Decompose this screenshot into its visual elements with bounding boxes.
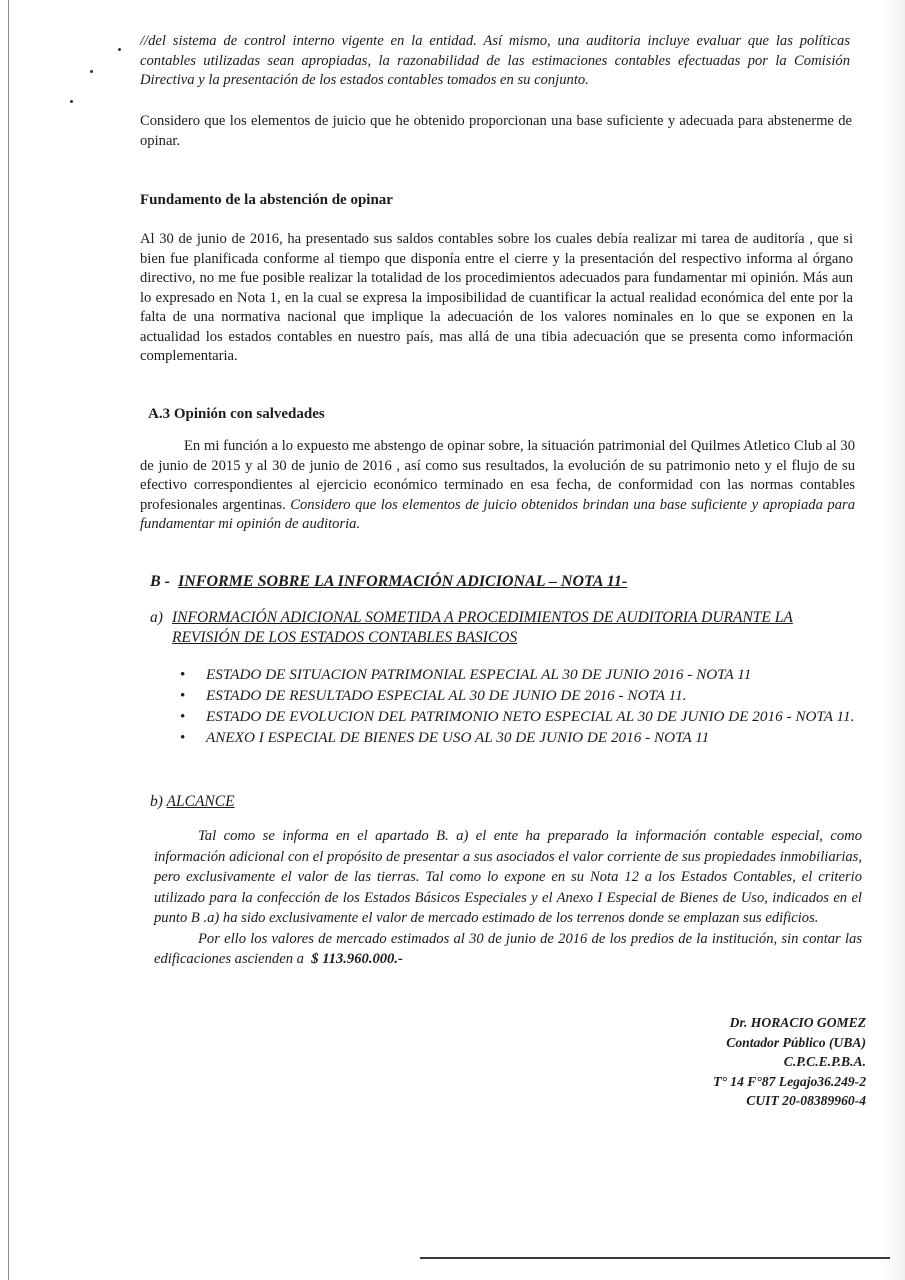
sub-a-prefix: a) bbox=[150, 609, 163, 626]
sub-a-list bbox=[176, 664, 856, 748]
alcance-amount: $ 113.960.000.- bbox=[311, 951, 403, 967]
intro-section bbox=[140, 32, 850, 91]
bullet-icon: • bbox=[180, 729, 186, 746]
sub-a-list-wrap bbox=[176, 664, 856, 748]
opinion-body bbox=[140, 437, 855, 535]
sub-b-title: ALCANCE bbox=[166, 793, 235, 810]
sub-b-section bbox=[154, 826, 862, 970]
bottom-divider bbox=[420, 1257, 890, 1259]
bullet-icon: • bbox=[180, 666, 186, 683]
scan-speck bbox=[70, 100, 73, 103]
fundamento-title: Fundamento de la abstención de opinar bbox=[140, 192, 393, 208]
sub-b-title-line bbox=[150, 792, 550, 812]
list-item bbox=[176, 706, 856, 727]
list-item bbox=[176, 685, 856, 706]
intro-section-2 bbox=[140, 112, 852, 151]
signature-block bbox=[560, 1013, 866, 1111]
section-b-prefix: B - bbox=[150, 573, 170, 590]
sub-a-heading bbox=[150, 608, 858, 648]
scan-speck bbox=[90, 70, 93, 73]
scan-speck bbox=[118, 48, 121, 51]
signature-registration: T° 14 F°87 Legajo36.249-2 bbox=[713, 1073, 866, 1089]
opinion-heading-wrap bbox=[148, 406, 848, 423]
opinion-title: A.3 Opinión con salvedades bbox=[148, 406, 325, 422]
fundamento-section bbox=[140, 230, 853, 367]
section-b-title-line bbox=[150, 573, 850, 591]
list-item-text: ANEXO I ESPECIAL DE BIENES DE USO AL 30 DE JUNIO DE 2016 - NOTA 11 bbox=[206, 729, 710, 746]
section-b-heading bbox=[150, 573, 850, 591]
intro-paragraph-2: Considero que los elementos de juicio que he obtenido proporcionan una base suficiente y adecuada para abstenerme de opinar. bbox=[140, 113, 852, 149]
opinion-body-text: En mi función a lo expuesto me abstengo de opinar sobre, la situación patrimonial del Quilmes Atletico Club al 30 de junio de 2015 y al 30 de junio de 2016 , así como sus resultados, la evolución de su patrimonio neto y el flujo de su efectivo correspondientes al ejercicio económico terminado en esa fecha, de conformidad con las normas contables profesionales argentinas. bbox=[140, 438, 855, 513]
fundamento-body: Al 30 de junio de 2016, ha presentado sus saldos contables sobre los cuales debía realizar mi tarea de auditoría , que si bien fue planificada conforme al tiempo que disponía entre el cierre y la presentación del respectivo informa al órgano directivo, no me fue posible realizar la totalidad de los procedimientos adecuados para fundamentar mi opinión. Más aun lo expresado en Nota 1, en la cual se expresa la imposibilidad de cuantificar la actual realidad económica del ente por la falta de una normativa nacional que implique la adecuación de los valores nominales en lo que se exponen en la actualidad los estados contables en nuestro país, mas allá de una tibia adecuación que se presenta como información complementaria. bbox=[140, 231, 853, 364]
section-b-title: INFORME SOBRE LA INFORMACIÓN ADICIONAL – NOTA 11- bbox=[178, 573, 628, 590]
left-margin-line bbox=[8, 0, 9, 1280]
sub-a-title: INFORMACIÓN ADICIONAL SOMETIDA A PROCEDIMIENTOS DE AUDITORIA DURANTE LA REVISIÓN DE LOS ESTADOS CONTABLES BASICOS bbox=[172, 609, 793, 646]
alcance-paragraph-1: Tal como se informa en el apartado B. a) el ente ha preparado la información contable especial, como información adicional con el propósito de presentar a sus asociados el valor corriente de sus propiedades inmobiliarias, pero exclusivamente el valor de las tierras. Tal como lo expone en su Nota 12 a los Estados Contables, el criterio utilizado para la confección de los Estados Básicos Especiales y el Anexo I Especial de Bienes de Uso, indicados en el punto B .a) ha sido exclusivamente el valor de mercado estimado de los terrenos donde se emplazan sus edificios. bbox=[154, 828, 862, 926]
sub-b-prefix: b) bbox=[150, 793, 163, 810]
signature-cuit: CUIT 20-08389960-4 bbox=[746, 1093, 866, 1108]
alcance-paragraph-2-text: Por ello los valores de mercado estimados al 30 de junio de 2016 de los predios de la institución, sin contar las edificaciones ascienden a bbox=[154, 930, 862, 967]
signature-title: Contador Público (UBA) bbox=[726, 1034, 866, 1050]
list-item bbox=[176, 664, 856, 685]
opinion-section bbox=[140, 437, 855, 535]
bullet-icon: • bbox=[180, 708, 186, 725]
list-item-text: ESTADO DE RESULTADO ESPECIAL AL 30 DE JUNIO DE 2016 - NOTA 11. bbox=[206, 687, 687, 704]
alcance-paragraph-2 bbox=[154, 929, 862, 970]
signature-name: Dr. HORACIO GOMEZ bbox=[729, 1015, 866, 1030]
opinion-body-italic: Considero que los elementos de juicio obtenidos brindan una base suficiente y apropiada para fundamentar mi opinión de auditoria. bbox=[140, 496, 855, 532]
bullet-icon: • bbox=[180, 687, 186, 704]
fundamento-heading-wrap bbox=[140, 192, 852, 209]
intro-paragraph-1: //del sistema de control interno vigente en la entidad. Así mismo, una auditoria incluye evaluar que las políticas contables utilizadas sean apropiadas, la razonabilidad de las estimaciones contables efectuadas por la Comisión Directiva y la presentación de los estados contables tomados en su conjunto. bbox=[140, 33, 850, 88]
scan-edge-shade bbox=[883, 0, 905, 1280]
list-item bbox=[176, 727, 856, 748]
list-item-text: ESTADO DE SITUACION PATRIMONIAL ESPECIAL AL 30 DE JUNIO 2016 - NOTA 11 bbox=[206, 666, 752, 683]
sub-b-heading bbox=[150, 792, 550, 812]
list-item-text: ESTADO DE EVOLUCION DEL PATRIMONIO NETO ESPECIAL AL 30 DE JUNIO DE 2016 - NOTA 11. bbox=[206, 708, 855, 725]
signature-council: C.P.C.E.P.B.A. bbox=[783, 1054, 866, 1069]
